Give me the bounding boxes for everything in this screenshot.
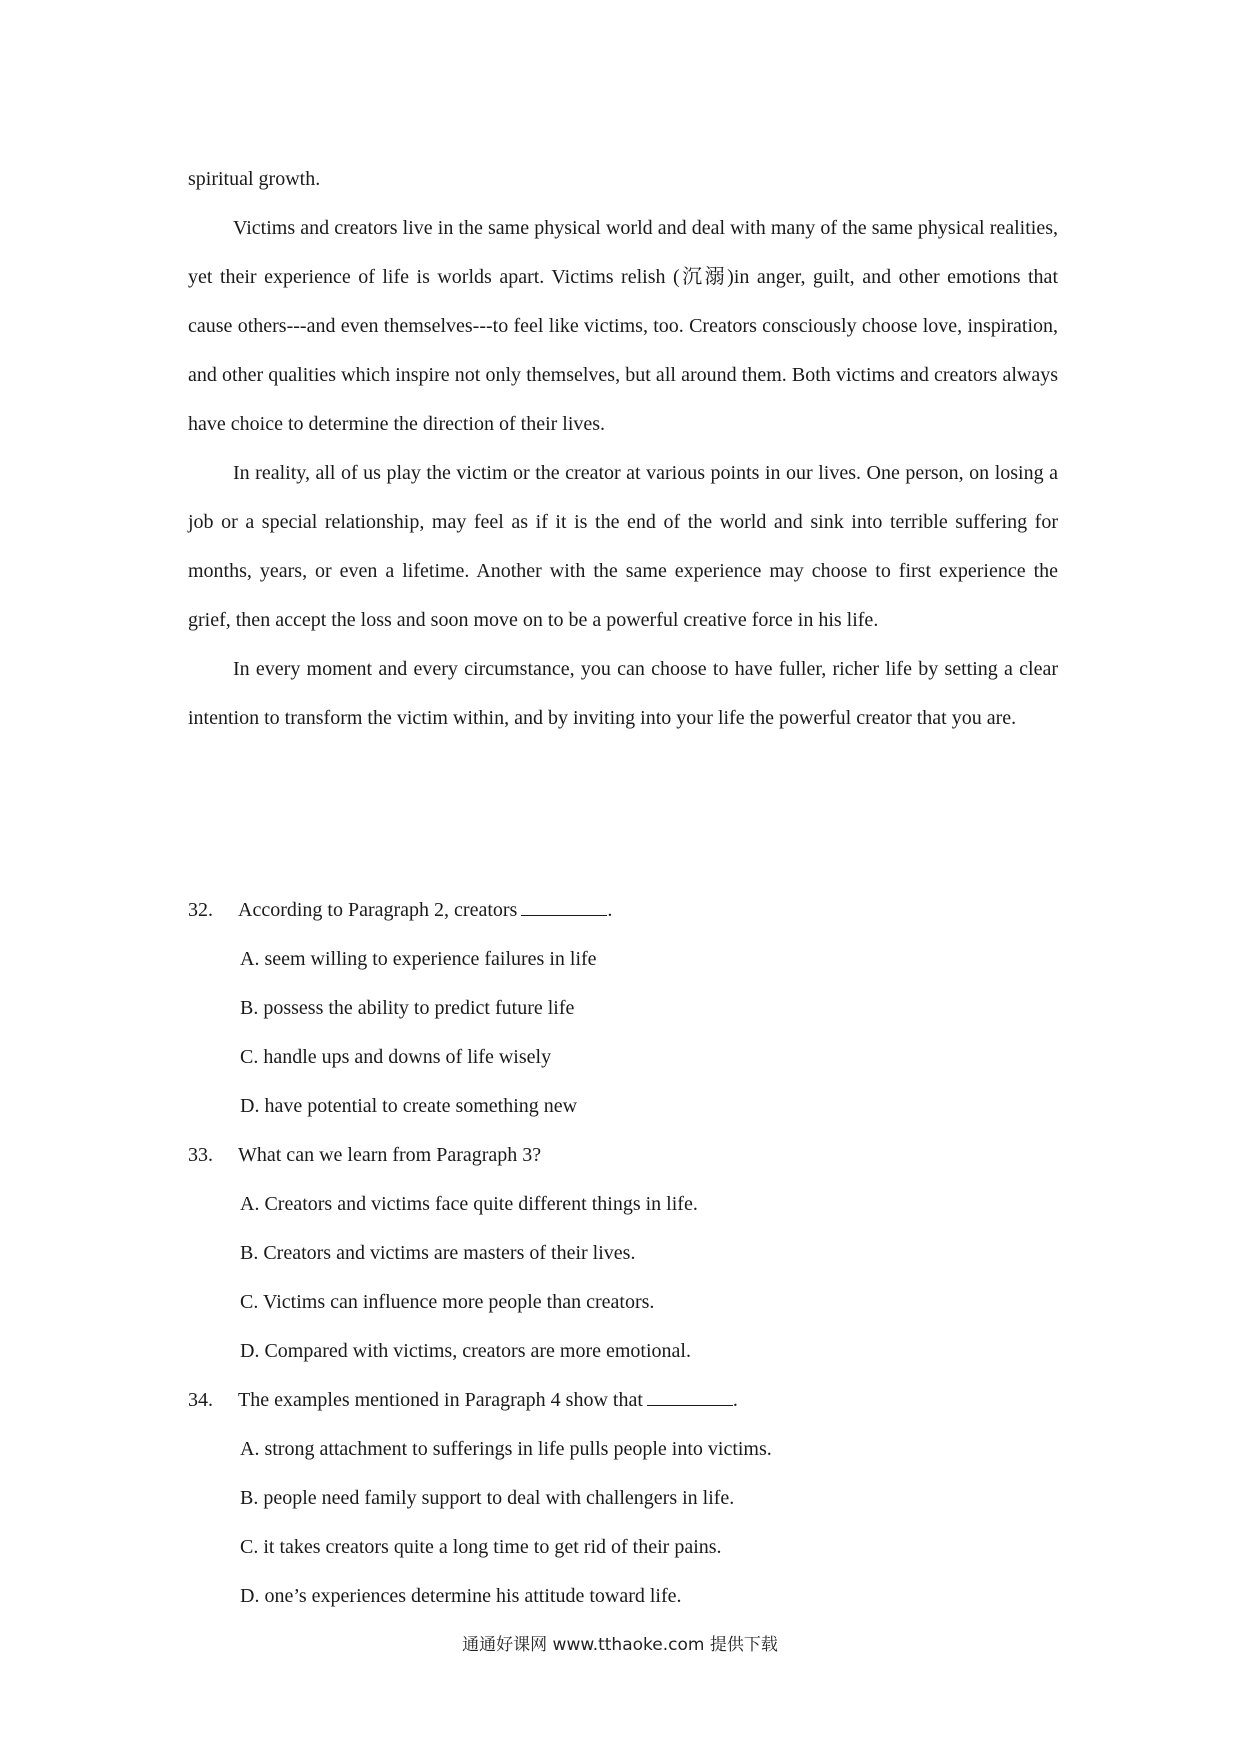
option-d: D. have potential to create something new — [240, 1095, 578, 1117]
option-c: C. Victims can influence more people than creators. — [240, 1291, 655, 1313]
reading-passage — [188, 155, 1058, 743]
passage-paragraph-1: spiritual growth. — [188, 168, 321, 190]
question-stem-end: . — [732, 1389, 738, 1411]
option-a: A. seem willing to experience failures in life — [240, 948, 597, 970]
passage-paragraph-3: In reality, all of us play the victim or the creator at various points in our lives. One person, on losing a job or a special relationship, may feel as if it is the end of the world and sink into terrible suffering for months, years, or even a lifetime. Another with the same experience may choose to first experience the grief, then accept the loss and soon move on to be a powerful creative force in his life. — [188, 462, 1058, 631]
option-b: B. people need family support to deal with challengers in life. — [240, 1487, 735, 1509]
question-stem-end: . — [607, 899, 613, 921]
option-a: A. Creators and victims face quite different things in life. — [240, 1193, 698, 1215]
answer-blank — [521, 897, 607, 916]
option-d: D. Compared with victims, creators are more emotional. — [240, 1340, 691, 1362]
question-stem-text: According to Paragraph 2, creators — [238, 899, 518, 921]
question-34 — [188, 1376, 1058, 1621]
option-b: B. possess the ability to predict future life — [240, 997, 575, 1019]
question-stem — [188, 1131, 1058, 1180]
question-number: 33. — [188, 1144, 213, 1166]
question-stem — [188, 886, 1058, 935]
question-number: 32. — [188, 899, 213, 921]
question-text — [238, 886, 612, 935]
option-list — [188, 935, 1058, 1131]
passage-paragraph-4: In every moment and every circumstance, you can choose to have fuller, richer life by setting a clear intention to transform the victim within, and by inviting into your life the powerful creator that you are. — [188, 658, 1058, 729]
option-c: C. handle ups and downs of life wisely — [240, 1046, 552, 1068]
question-32 — [188, 886, 1058, 1131]
footer-watermark: 通通好课网 www.tthaoke.com 提供下载 — [462, 1635, 778, 1655]
question-33 — [188, 1131, 1058, 1376]
question-stem — [188, 1376, 1058, 1425]
option-a: A. strong attachment to sufferings in life pulls people into victims. — [240, 1438, 772, 1460]
option-list — [188, 1425, 1058, 1621]
question-number: 34. — [188, 1389, 213, 1411]
question-text — [238, 1376, 738, 1425]
option-b: B. Creators and victims are masters of their lives. — [240, 1242, 636, 1264]
option-list — [188, 1180, 1058, 1376]
question-list — [188, 886, 1058, 1621]
question-text — [238, 1131, 541, 1180]
option-d: D. one’s experiences determine his attitude toward life. — [240, 1585, 682, 1607]
answer-blank — [647, 1387, 733, 1406]
question-stem-text: What can we learn from Paragraph 3? — [238, 1144, 542, 1166]
question-stem-text: The examples mentioned in Paragraph 4 show that — [238, 1389, 643, 1411]
passage-paragraph-2: Victims and creators live in the same physical world and deal with many of the same physical realities, yet their experience of life is worlds apart. Victims relish (沉溺)in anger, guilt, and other emotions that cause others---and even themselves---to feel like victims, too. Creators consciously choose love, inspiration, and other qualities which inspire not only themselves, but all around them. Both victims and creators always have choice to determine the direction of their lives. — [188, 217, 1058, 435]
option-c: C. it takes creators quite a long time to get rid of their pains. — [240, 1536, 722, 1558]
